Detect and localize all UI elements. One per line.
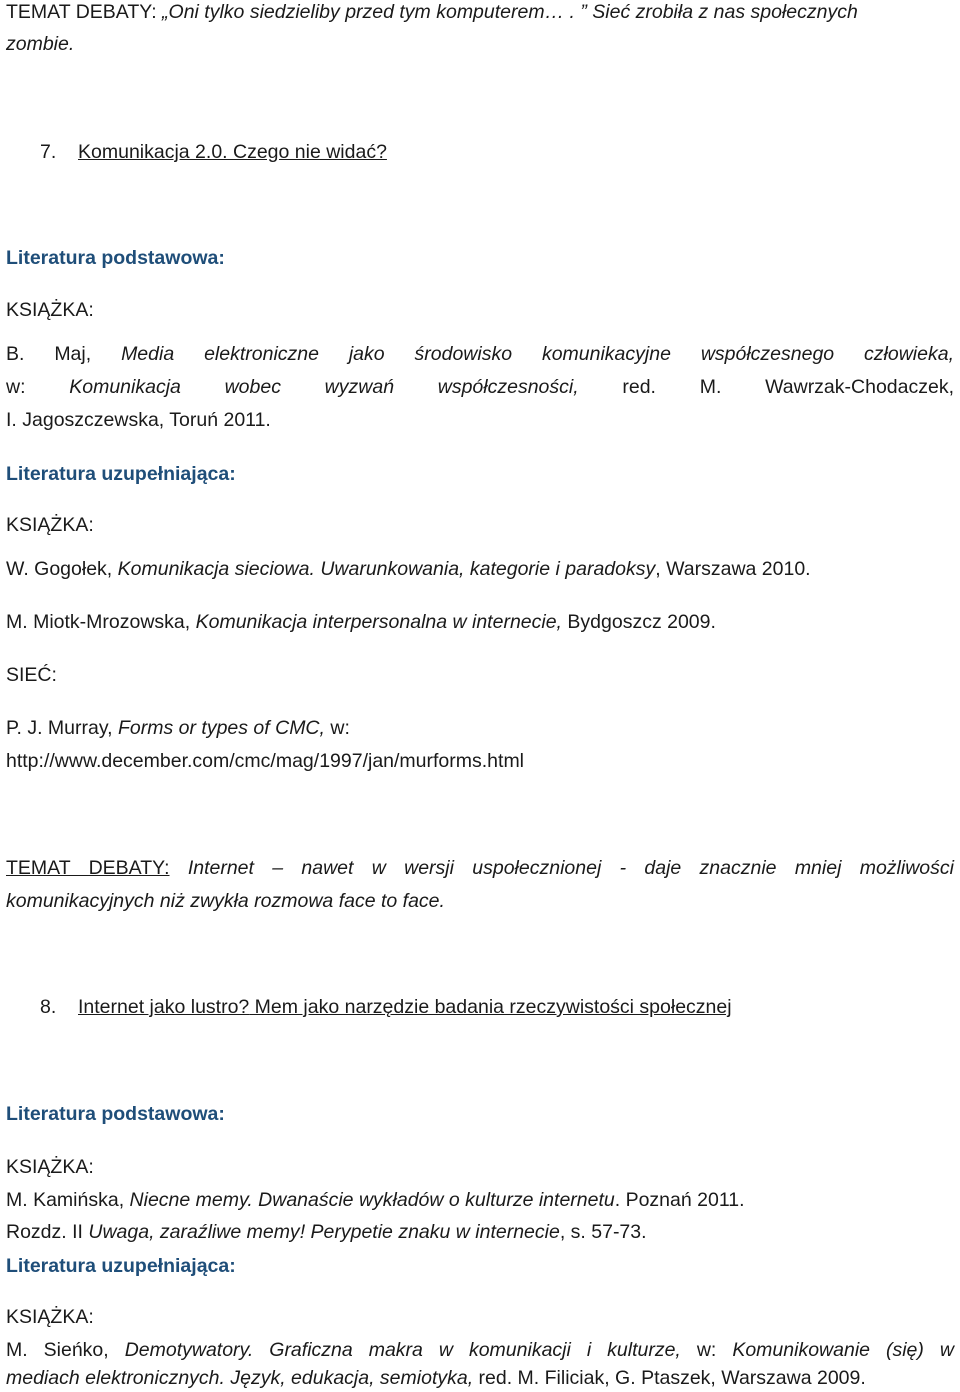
section-number: 7. (40, 141, 57, 163)
section-7-title (40, 140, 954, 164)
section-title-link[interactable]: Internet jako lustro? (78, 996, 250, 1018)
basic-ref-line2: w: Komunikacja wobec wyzwań współczesności, red. M. Wawrzak-Chodaczek, (6, 376, 954, 398)
debate-text: „Oni tylko siedzieliby przed tym komputerem… . ” Sieć zrobiła z nas społecznych (162, 1, 858, 23)
basic-ref-line3: I. Jagoszczewska, Toruń 2011. (6, 409, 271, 431)
lit-supp-heading: Literatura uzupełniająca: (6, 463, 236, 485)
basic-ref-1: M. Kamińska, Niecne memy. Dwanaście wykładów o kulturze internetu. Poznań 2011. (6, 1189, 745, 1211)
debate-topic-1-line2: zombie. (6, 33, 75, 55)
debate-label: TEMAT DEBATY: (6, 857, 170, 879)
supp-ref-1: W. Gogołek, Komunikacja sieciowa. Uwarunkowania, kategorie i paradoksy, Warszawa 2010. (6, 558, 811, 580)
debate-topic-1-line1 (6, 0, 954, 24)
book-label: KSIĄŻKA: (6, 1306, 94, 1328)
debate-label: TEMAT DEBATY: (6, 1, 157, 23)
net-url[interactable]: http://www.december.com/cmc/mag/1997/jan/murforms.html (6, 750, 525, 772)
book-label: KSIĄŻKA: (6, 1156, 94, 1178)
lit-basic-heading: Literatura podstawowa: (6, 247, 225, 269)
supp-ref-2: M. Miotk-Mrozowska, Komunikacja interpersonalna w internecie, Bydgoszcz 2009. (6, 611, 716, 633)
debate-text: Internet – nawet w wersji uspołecznionej - daje znacznie mniej możliwości (187, 857, 954, 879)
section-title-link[interactable]: Komunikacja 2.0. Czego nie widać? (78, 141, 387, 163)
section-8-title (40, 995, 954, 1019)
lit-supp-heading: Literatura uzupełniająca: (6, 1255, 236, 1277)
lit-basic-heading: Literatura podstawowa: (6, 1103, 225, 1125)
section-number: 8. (40, 996, 57, 1018)
debate-topic-7-line1 (6, 856, 954, 880)
debate-topic-7-line2: komunikacyjnych niż zwykła rozmowa face to face. (6, 890, 445, 912)
supp-ref-1-line2: mediach elektronicznych. Język, edukacja, semiotyka, red. M. Filiciak, G. Ptaszek, Warszawa 2009. (6, 1367, 866, 1389)
supp-ref-1-line1: M. Sieńko, Demotywatory. Graficzna makra w komunikacji i kulturze, w: Komunikowanie (się) w (6, 1339, 954, 1361)
book-label: KSIĄŻKA: (6, 299, 94, 321)
basic-ref-2: Rozdz. II Uwaga, zaraźliwe memy! Perypetie znaku w internecie, s. 57-73. (6, 1221, 647, 1243)
section-title-link[interactable]: Mem jako narzędzie badania rzeczywistości społecznej (249, 996, 732, 1018)
net-ref: P. J. Murray, Forms or types of CMC, w: (6, 717, 350, 739)
book-label: KSIĄŻKA: (6, 514, 94, 536)
net-label: SIEĆ: (6, 664, 57, 686)
basic-ref-line1: B. Maj, Media elektroniczne jako środowisko komunikacyjne współczesnego człowieka, (6, 343, 954, 365)
